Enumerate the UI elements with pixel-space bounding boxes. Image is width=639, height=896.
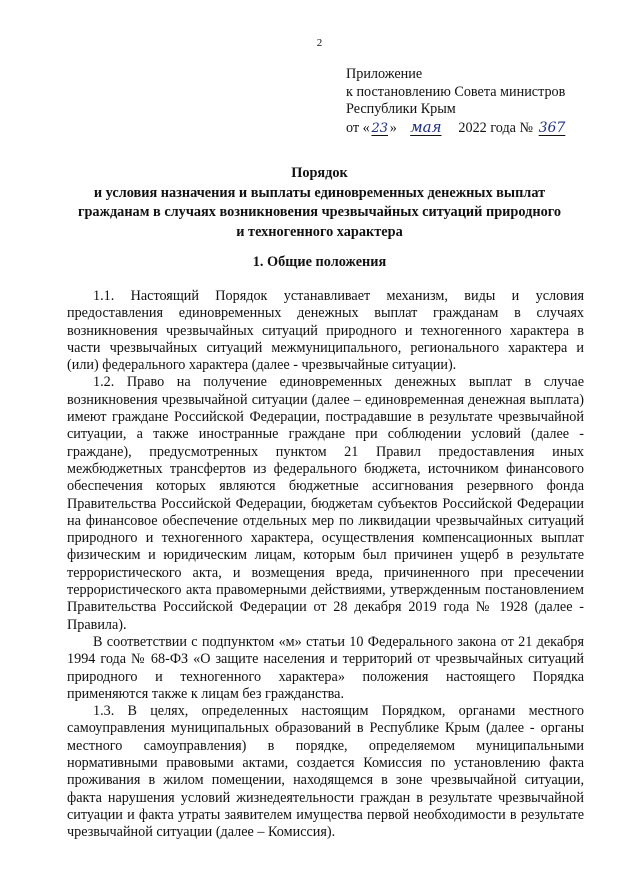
document-title bbox=[40, 164, 599, 242]
paragraph-1-3: 1.3. В целях, определенных настоящим Порядком, органами местного самоуправления муниципальных образований в Республике Крым (далее - органы местного самоуправления) в порядке, определяемом муниципальными нормативными правовыми актами, создается Комиссия по установлению факта проживания в жилом помещении, находящемся в зоне чрезвычайной ситуации, факта нарушения условий жизнедеятельности граждан в результате чрезвычайной ситуации и факта утраты заявителем имущества первой необходимости в результате чрезвычайной ситуации (далее – Комиссия). bbox=[67, 703, 584, 841]
paragraph-1-2: 1.2. Право на получение единовременных денежных выплат в случае возникновения чрезвычайной ситуации (далее – единовременная денежная выплата) имеют граждане Российской Федерации, пострадавшие в результате чрезвычайной ситуации, а также иностранные граждане при соблюдении условий (далее - граждане), предусмотренных пунктом 21 Правил предоставления иных межбюджетных трансфертов из федерального бюджета, источником финансового обеспечения которых являются бюджетные ассигнования резервного фонда Правительства Российской Федерации, бюджетам субъектов Российской Федерации на финансовое обеспечение отдельных мер по ликвидации чрезвычайных ситуаций природного и техногенного характера, осуществления компенсационных выплат физическим и юридическим лицам, которым был причинен ущерб в результате террористического акта, и возмещения вреда, причиненного при пресечении террористического акта правомерными действиями, утвержденным постановлением Правительства Российской Федерации от 28 декабря 2019 года № 1928 (далее - Правила). bbox=[67, 374, 584, 633]
date-year: 2022 года № bbox=[458, 119, 534, 136]
date-month: мая bbox=[410, 117, 442, 136]
body-text bbox=[67, 283, 584, 842]
appendix-block bbox=[346, 66, 567, 137]
title-line-1: Порядок bbox=[291, 165, 348, 181]
title-line-3: гражданам в случаях возникновения чрезвычайных ситуаций природного bbox=[77, 204, 561, 220]
paragraph-1-1: 1.1. Настоящий Порядок устанавливает механизм, виды и условия предоставления единовременных денежных выплат гражданам в случаях возникновения чрезвычайных ситуаций природного и техногенного характера в части чрезвычайных ситуаций межмуниципального, регионального характера и (или) федерального характера (далее - чрезвычайные ситуации). bbox=[67, 288, 584, 374]
section-heading: 1. Общие положения bbox=[252, 254, 387, 270]
appendix-date-line bbox=[346, 119, 567, 138]
appendix-line-1: Приложение bbox=[346, 66, 423, 82]
title-line-4: и техногенного характера bbox=[236, 223, 403, 240]
paragraph-1-2-continued: В соответствии с подпунктом «м» статьи 10 Федерального закона от 21 декабря 1994 года № 68-ФЗ «О защите населения и территорий от чрезвычайных ситуаций природного и техногенного характера» положения настоящего Порядка применяются также к лицам без гражданства. bbox=[67, 633, 584, 702]
title-line-2: и условия назначения и выплаты единовременных денежных выплат bbox=[93, 184, 546, 201]
date-mid: » bbox=[389, 119, 397, 136]
page-number: 2 bbox=[316, 37, 323, 49]
date-prefix: от « bbox=[346, 119, 370, 136]
date-day: 23 bbox=[371, 120, 389, 136]
appendix-line-3: Республики Крым bbox=[346, 101, 456, 117]
appendix-line-2: к постановлению Совета министров bbox=[346, 83, 566, 100]
decree-number: 367 bbox=[538, 119, 566, 136]
